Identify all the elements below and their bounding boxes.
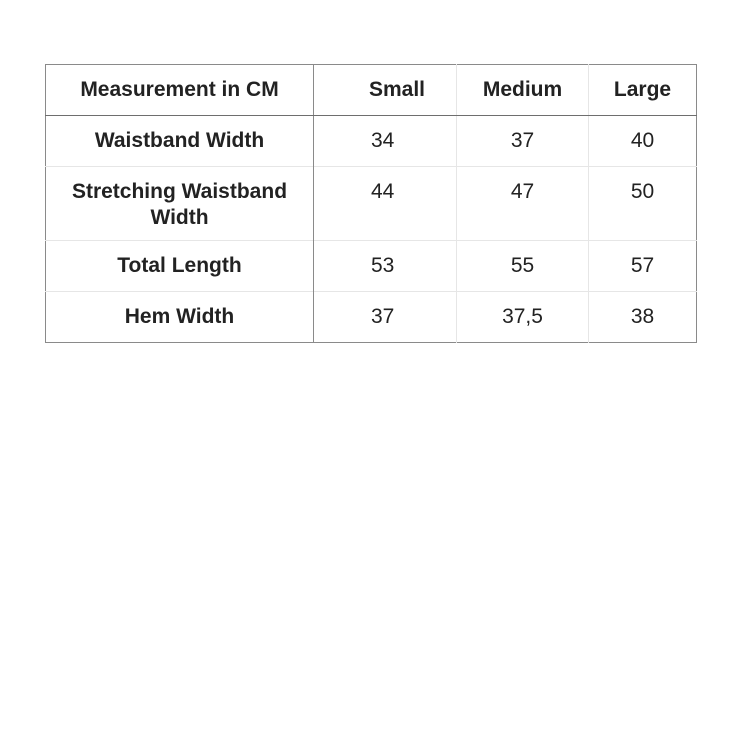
cell-small: 34	[314, 116, 457, 167]
cell-small: 44	[314, 167, 457, 241]
cell-small: 53	[314, 241, 457, 292]
header-medium: Medium	[457, 65, 589, 116]
cell-large: 50	[589, 167, 697, 241]
cell-medium: 37,5	[457, 292, 589, 343]
size-chart-table	[45, 64, 697, 343]
cell-large: 38	[589, 292, 697, 343]
header-row	[46, 65, 697, 116]
header-small: Small	[314, 65, 457, 116]
table-row	[46, 292, 697, 343]
table-row	[46, 241, 697, 292]
row-label: Stretching Waistband Width	[46, 167, 314, 241]
row-label: Hem Width	[46, 292, 314, 343]
cell-medium: 55	[457, 241, 589, 292]
cell-large: 57	[589, 241, 697, 292]
header-large: Large	[589, 65, 697, 116]
table-row	[46, 167, 697, 241]
cell-small: 37	[314, 292, 457, 343]
table-row	[46, 116, 697, 167]
cell-large: 40	[589, 116, 697, 167]
cell-medium: 37	[457, 116, 589, 167]
row-label: Total Length	[46, 241, 314, 292]
header-measurement: Measurement in CM	[46, 65, 314, 116]
row-label: Waistband Width	[46, 116, 314, 167]
cell-medium: 47	[457, 167, 589, 241]
